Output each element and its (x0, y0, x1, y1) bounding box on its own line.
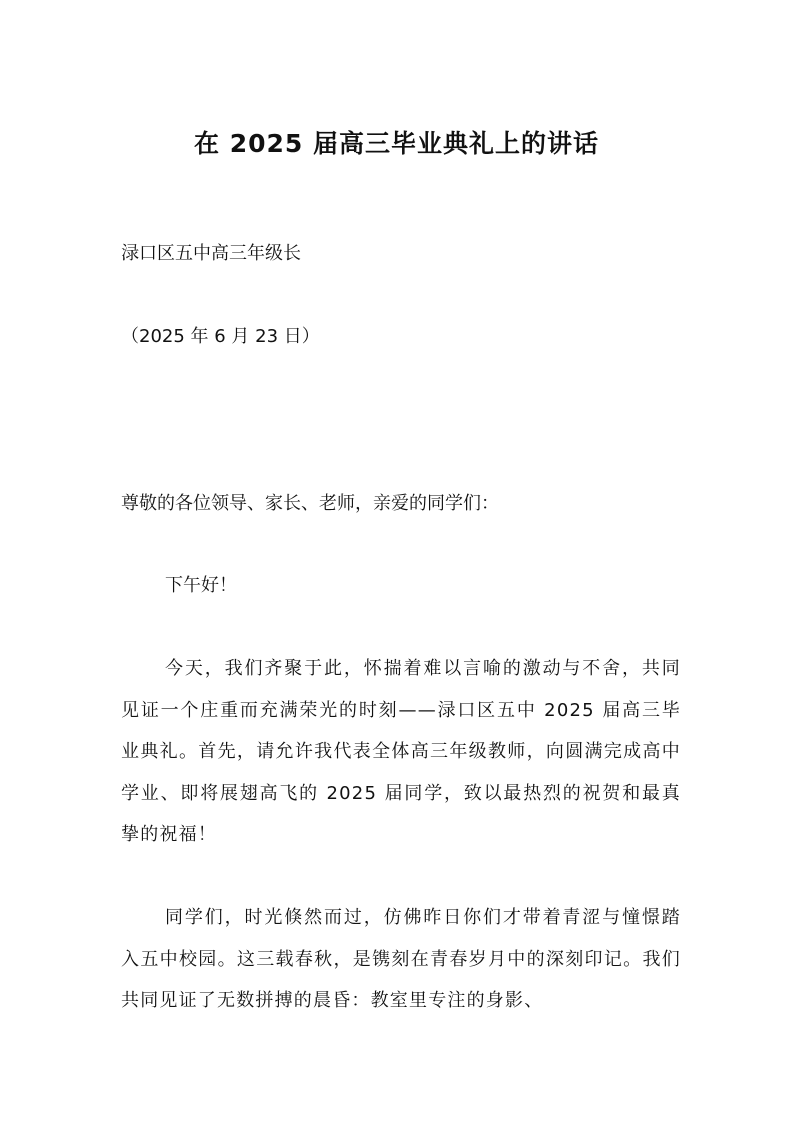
salutation-line: 尊敬的各位领导、家长、老师，亲爱的同学们： (121, 493, 499, 514)
body-paragraph-2 (121, 897, 681, 1022)
paragraph-text: 今天，我们齐聚于此，怀揣着难以言喻的激动与不舍，共同见证一个庄重而充满荣光的时刻——渌口区五中 2025 届高三毕业典礼。首先，请允许我代表全体高三年级教师，向圆满完成高中学业、即将展翅高飞的 2025 届同学，致以最热烈的祝贺和最真挚的祝福！ (121, 658, 681, 845)
document-title: 在 2025 届高三毕业典礼上的讲话 (194, 129, 599, 158)
paragraph-text: 同学们，时光倏然而过，仿佛昨日你们才带着青涩与憧憬踏入五中校园。这三载春秋，是镌刻在青春岁月中的深刻印记。我们共同见证了无数拼搏的晨昏：教室里专注的身影、 (121, 907, 681, 1011)
body-paragraph-1 (121, 648, 681, 856)
author-line: 渌口区五中高三年级长 (121, 243, 301, 264)
greeting-line: 下午好！ (165, 575, 237, 596)
date-line: （2025 年 6 月 23 日） (121, 326, 320, 347)
